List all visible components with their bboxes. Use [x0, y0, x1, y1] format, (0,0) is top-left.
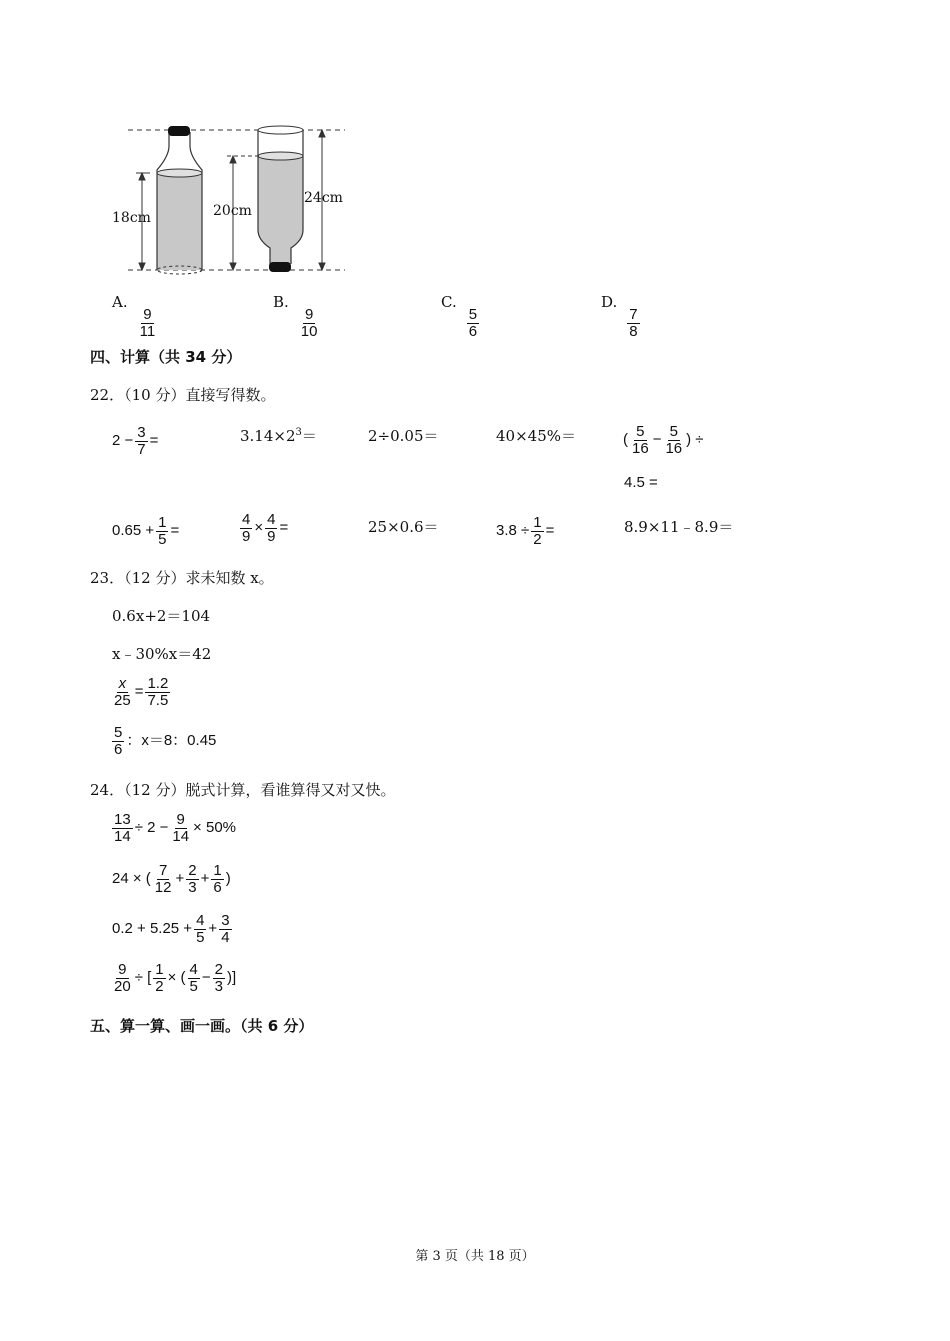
page-footer: 第 3 页（共 18 页） [415, 1249, 535, 1264]
right-bottle [258, 126, 303, 272]
label-24cm: 24cm [304, 190, 343, 206]
q22-r1-c4: 40×45%＝ [496, 427, 576, 445]
q23-eq1: 0.6x+2＝104 [112, 607, 211, 625]
q22-r1-c5-line2: 4.5 = [624, 474, 658, 491]
label-18cm: 18cm [112, 210, 151, 226]
option-a[interactable]: A. $\frac{9}{11}$ [112, 293, 156, 340]
q22-title: 22．（10 分）直接写得数。 [90, 386, 276, 404]
q24-title: 24．（12 分）脱式计算，看谁算得又对又快。 [90, 781, 396, 799]
q22-r2-c1: 0.65 + $\frac{1}{5}$ = [112, 514, 180, 548]
q22-r1-c2: $3.14\times 2^3=$ [240, 427, 317, 445]
section-5-title: 五、算一算、画一画。（共 6 分） [90, 1017, 314, 1035]
q23-eq4: $\frac{5}{6}$ ：x＝8：0.45 [114, 724, 217, 758]
q22-r2-c4: 3.8 ÷ $\frac{1}{2}$ = [496, 514, 555, 548]
q22-r2-c3: 25×0.6＝ [368, 518, 439, 536]
q23-eq2: x﹣30%x＝42 [112, 645, 212, 663]
q24-eq3: 0.2 + 5.25 + $\frac{4}{5}$ + $\frac{3}{4}$ [112, 912, 230, 946]
q24-eq2: 24 × ( $\frac{7}{12}$ + $\frac{2}{3}$ + $\frac{1}{6}$ ) [112, 862, 231, 896]
q24-eq4: $\frac{9}{20}$ ÷ [ $\frac{1}{2}$ × ( $\frac{4}{5}$ − $\frac{2}{3}$ )] [114, 961, 237, 995]
q22-r2-c2: $\frac{4}{9}$ × $\frac{4}{9}$ = [242, 511, 289, 545]
section-4-title: 四、计算（共 34 分） [90, 348, 242, 366]
q24-eq1: $\frac{13}{14}$ ÷ 2 − $\frac{9}{14}$ × 50% [114, 811, 236, 845]
left-bottle [157, 126, 202, 274]
q23-title: 23．（12 分）求未知数 x。 [90, 569, 274, 587]
option-b[interactable]: B. $\frac{9}{10}$ [273, 293, 318, 340]
q23-eq3: $\frac{x}{25}$ = $\frac{1.2}{7.5}$ [114, 675, 169, 709]
label-20cm: 20cm [213, 203, 252, 219]
option-c[interactable]: C. $\frac{5}{6}$ [441, 293, 478, 340]
q22-r1-c5: ( $\frac{5}{16}$ − $\frac{5}{16}$ ) ÷ [623, 423, 704, 457]
q22-r1-c1: 2 − $\frac{3}{7}$ = [112, 424, 159, 458]
q22-r2-c5: 8.9×11﹣8.9＝ [624, 518, 734, 536]
option-d[interactable]: D. $\frac{7}{8}$ [601, 293, 638, 340]
q22-r1-c3: 2÷0.05＝ [368, 427, 439, 445]
